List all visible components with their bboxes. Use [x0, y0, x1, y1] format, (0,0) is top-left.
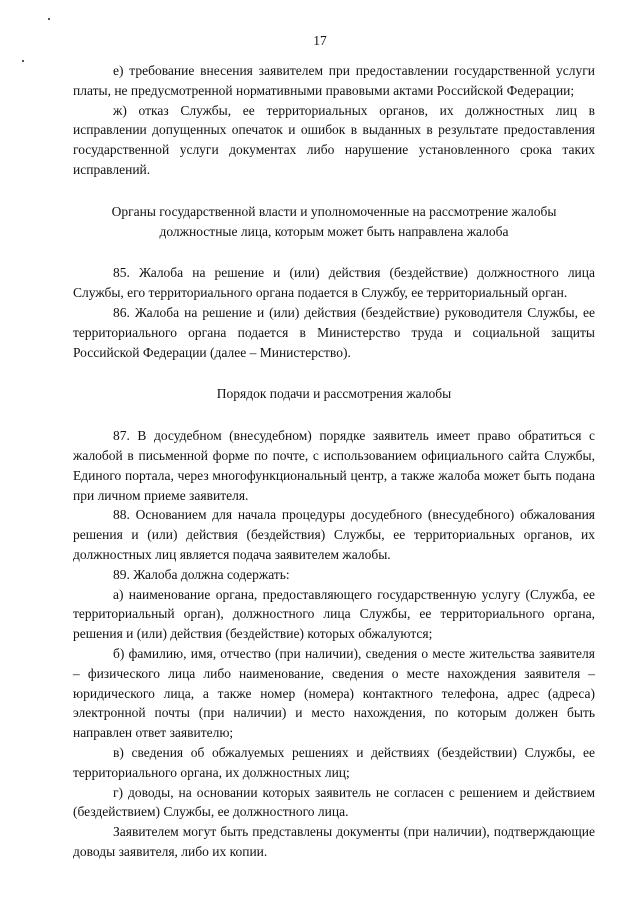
paragraph-89-g: г) доводы, на основании которых заявитель не согласен с решением и действием (бездействием) Службы, ее должностного лица. [73, 784, 595, 820]
paragraph-85: 85. Жалоба на решение и (или) действия (бездействие) должностного лица Службы, его территориального органа подается в Службу, ее территориальный орган. [73, 265, 595, 301]
paragraph-item-e: е) требование внесения заявителем при предоставлении государственной услуги платы, не предусмотренной нормативными правовыми актами Российской Федерации; [73, 63, 595, 98]
page-number: 17 [313, 33, 327, 48]
paragraph-89-b: б) фамилию, имя, отчество (при наличии), сведения о месте жительства заявителя – физического лица либо наименование, сведения о месте нахождения заявителя – юридического лица, а также номер (номера) контактного телефона, адрес (адреса) электронной почты (при наличии) и место нахождения, по которым должен быть направлен ответ заявителю; [73, 645, 595, 741]
paragraph-item-zh: ж) отказ Службы, ее территориальных органов, их должностных лиц в исправлении допущенных опечаток и ошибок в выданных в результате предоставления государственной услуги документах либо нарушение установленного срока таких исправлений. [73, 102, 595, 177]
paragraph-88: 88. Основанием для начала процедуры досудебного (внесудебного) обжалования решения и (или) действия (бездействия) Службы, ее территориальных органов, их должностных лиц является подача заявителем жалобы. [73, 507, 595, 562]
section-heading-authorities: Органы государственной власти и уполномоченные на рассмотрение жалобы должностные лица, которым может быть направлена жалоба [111, 203, 557, 239]
scan-speck [22, 60, 24, 62]
paragraph-87: 87. В досудебном (внесудебном) порядке заявитель имеет право обратиться с жалобой в письменной форме по почте, с использованием официального сайта Службы, Единого портала, через многофункциональный центр, а также жалоба может быть подана при личном приеме заявителя. [73, 428, 595, 503]
paragraph-89-a: а) наименование органа, предоставляющего государственную услугу (Служба, ее территориальный орган), должностного лица Службы, ее территориального органа, решения и (или) действия (бездействие) которых обжалуются; [73, 586, 595, 642]
section-heading-complaint-procedure: Порядок подачи и рассмотрения жалобы [216, 386, 452, 402]
scan-speck [48, 18, 50, 20]
paragraph-89: 89. Жалоба должна содержать: [113, 566, 290, 582]
paragraph-86: 86. Жалоба на решение и (или) действия (бездействие) руководителя Службы, ее территориального органа подается в Министерство труда и социальной защиты Российской Федерации (далее – Министерство). [73, 304, 595, 360]
paragraph-89-v: в) сведения об обжалуемых решениях и действиях (бездействии) Службы, ее территориального органа, их должностных лиц; [73, 744, 595, 780]
document-body [73, 61, 595, 862]
paragraph-supporting-documents: Заявителем могут быть представлены документы (при наличии), подтверждающие доводы заявителя, либо их копии. [73, 824, 595, 859]
